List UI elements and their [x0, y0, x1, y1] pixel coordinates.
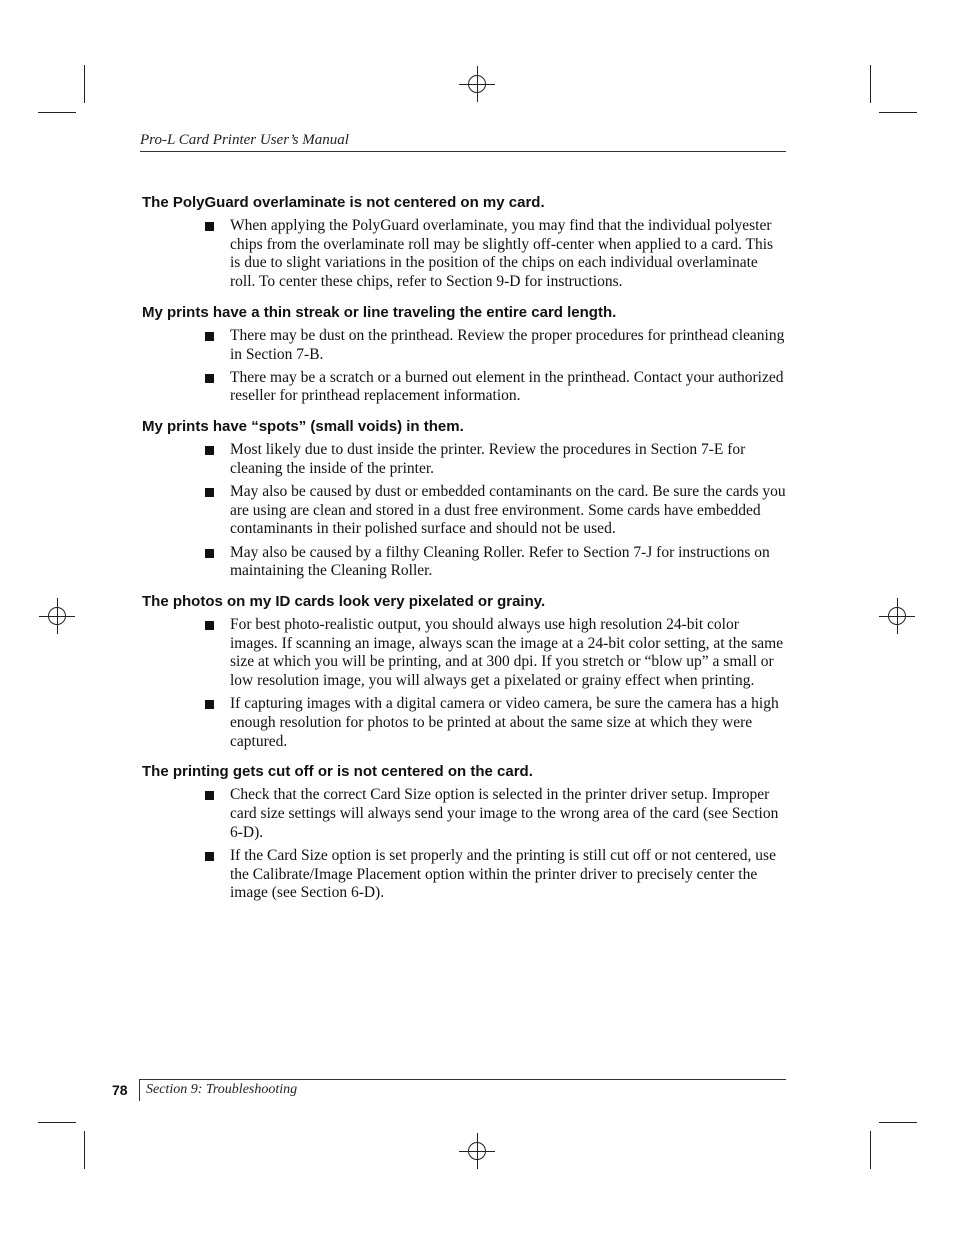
topic-heading: The printing gets cut off or is not centered on the card. [142, 763, 533, 781]
bullet-text: Check that the correct Card Size option is selected in the printer driver setup. Improper card size settings will always send your image to the wrong area of the card (see Section 6-D). [230, 786, 779, 841]
troubleshooting-topic [142, 303, 786, 406]
square-bullet-icon [205, 446, 214, 455]
bullet-text: If capturing images with a digital camera or video camera, be sure the camera has a high enough resolution for photos to be printed at about the same size at which they were captured. [230, 695, 779, 750]
crop-mark [84, 1131, 85, 1169]
bullet-item [142, 616, 786, 691]
bullet-item [142, 695, 786, 751]
square-bullet-icon [205, 332, 214, 341]
troubleshooting-topic [142, 193, 786, 292]
bullet-item [142, 786, 786, 842]
bullet-text: There may be a scratch or a burned out element in the printhead. Contact your authorized reseller for printhead replacement information. [230, 368, 784, 405]
square-bullet-icon [205, 700, 214, 709]
bullet-item [142, 483, 786, 539]
topic-heading: My prints have “spots” (small voids) in them. [142, 418, 464, 436]
bullet-item [142, 441, 786, 478]
bullet-item [142, 217, 786, 292]
bullet-item [142, 369, 786, 406]
bullet-text: May also be caused by dust or embedded contaminants on the card. Be sure the cards you are using are clean and stored in a dust free environment. Some cards have embedded contaminants in their polished surface and should not be used. [230, 483, 786, 538]
crop-mark [870, 65, 871, 103]
square-bullet-icon [205, 791, 214, 800]
square-bullet-icon [205, 549, 214, 558]
topic-heading: The photos on my ID cards look very pixelated or grainy. [142, 593, 546, 611]
square-bullet-icon [205, 374, 214, 383]
crop-mark [879, 112, 917, 113]
bullet-text: There may be dust on the printhead. Review the proper procedures for printhead cleaning in Section 7-B. [230, 326, 785, 363]
page-footer [112, 1079, 786, 1105]
topic-heading: The PolyGuard overlaminate is not centered on my card. [142, 194, 545, 211]
crop-mark [879, 1122, 917, 1123]
troubleshooting-topic [142, 592, 786, 751]
registration-mark-top [459, 66, 495, 102]
footer-divider [139, 1079, 140, 1101]
running-header: Pro-L Card Printer User’s Manual [140, 130, 786, 152]
crop-mark [38, 112, 76, 113]
crop-mark [84, 65, 85, 103]
footer-section-label: Section 9: Troubleshooting [146, 1082, 298, 1097]
registration-mark-right [879, 598, 915, 634]
square-bullet-icon [205, 222, 214, 231]
troubleshooting-topic [142, 762, 786, 903]
bullet-item [142, 327, 786, 364]
square-bullet-icon [205, 621, 214, 630]
bullet-text: May also be caused by a filthy Cleaning Roller. Refer to Section 7-J for instructions on maintaining the Cleaning Roller. [230, 543, 770, 580]
troubleshooting-topic [142, 417, 786, 581]
bullet-text: For best photo-realistic output, you should always use high resolution 24-bit color images. If scanning an image, always scan the image at a 24-bit color setting, at the same size at which you will be printing, and at 300 dpi. If you stretch or “blow up” a small or low resolution image, you will always get a pixelated or grainy effect when printing. [230, 616, 784, 690]
crop-mark [38, 1122, 76, 1123]
bullet-text: Most likely due to dust inside the printer. Review the procedures in Section 7-E for cleaning the inside of the printer. [230, 441, 746, 477]
crop-mark [870, 1131, 871, 1169]
troubleshooting-content [142, 193, 786, 914]
registration-mark-bottom [459, 1133, 495, 1169]
bullet-text: When applying the PolyGuard overlaminate, you may find that the individual polyester chips from the overlaminate roll may be slightly off-center when applied to a card. This is due to slight variations in the position of the chips on each individual overlaminate roll. To center these chips, refer to Section 9-D for instructions. [230, 217, 774, 291]
bullet-item [142, 847, 786, 903]
bullet-text: If the Card Size option is set properly and the printing is still cut off or not centered, use the Calibrate/Image Placement option within the printer driver to precisely center the image (see Section 6-D). [230, 847, 776, 902]
square-bullet-icon [205, 488, 214, 497]
registration-mark-left [39, 598, 75, 634]
footer-rule [140, 1079, 786, 1080]
page-number: 78 [112, 1082, 128, 1098]
bullet-item [142, 544, 786, 581]
topic-heading: My prints have a thin streak or line traveling the entire card length. [142, 303, 617, 321]
square-bullet-icon [205, 852, 214, 861]
